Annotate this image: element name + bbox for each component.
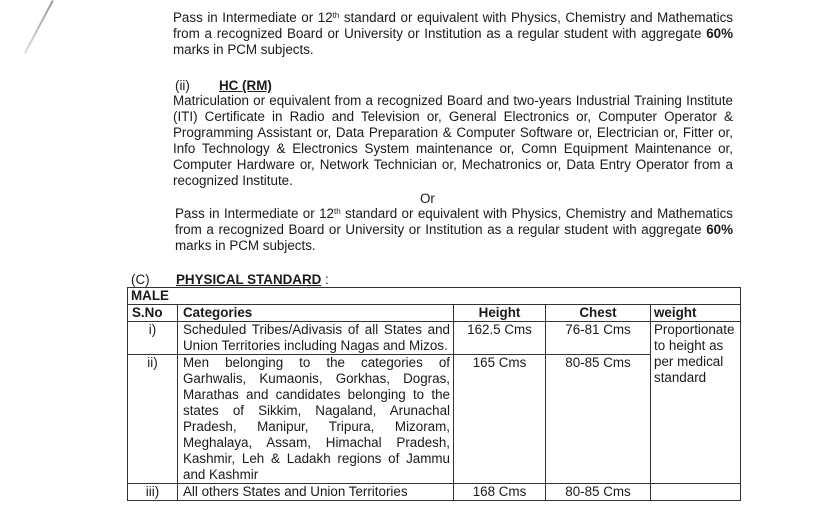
- table-row: [128, 322, 741, 355]
- header-categories: Categories: [178, 305, 454, 322]
- section-c-heading: (C) PHYSICAL STANDARD :: [131, 272, 329, 287]
- row-sno: ii): [128, 355, 178, 484]
- header-weight: weight: [651, 305, 741, 322]
- row-weight-empty: [651, 484, 741, 501]
- header-sno: S.No: [128, 305, 178, 322]
- section-ii-label: (ii): [175, 78, 190, 93]
- eligibility-paragraph-intermediate: Pass in Intermediate or 12th standard or equivalent with Physics, Chemistry and Mathematics from a recognized Board or University or Institution as a regular student with aggregate 60% marks in PCM subjects.: [173, 10, 733, 57]
- row-category: Men belonging to the categories of Garhwalis, Kumaonis, Gorkhas, Dogras, Marathas and candidates belonging to the states of Sikkim, Nagaland, Arunachal Pradesh, Manipur, Tripura, Mizoram, Meghalaya, Assam, Himachal Pradesh, Kashmir, Leh & Ladakh regions of Jammu and Kashmir: [178, 355, 454, 484]
- or-separator: Or: [420, 191, 435, 206]
- eligibility-paragraph-intermediate-alt: Pass in Intermediate or 12th standard or equivalent with Physics, Chemistry and Mathematics from a recognized Board or University or Institution as a regular student with aggregate 60% marks in PCM subjects.: [175, 206, 733, 253]
- row-chest: 80-85 Cms: [546, 484, 651, 501]
- group-label-male: MALE: [128, 288, 741, 305]
- weight-note: Proportionate to height as per medical standard: [651, 322, 741, 484]
- section-c-title: PHYSICAL STANDARD: [176, 272, 322, 287]
- row-height: 162.5 Cms: [454, 322, 546, 355]
- row-category: Scheduled Tribes/Adivasis of all States and Union Territories including Nagas and Mizos.: [178, 322, 454, 355]
- row-sno: i): [128, 322, 178, 355]
- table-row: [128, 484, 741, 501]
- row-height: 168 Cms: [454, 484, 546, 501]
- section-ii-title: HC (RM): [219, 78, 272, 93]
- eligibility-paragraph-iti: Matriculation or equivalent from a recognized Board and two-years Industrial Training Institute (ITI) Certificate in Radio and Television or, General Electronics or, Computer Operator & Programming Assistant or, Data Preparation & Computer Software or, Electrician or, Fitter or, Info Technology & Electronics System maintenance or, Comn Equipment Maintenance or, Computer Hardware or, Network Technician or, Mechatronics or, Data Entry Operator from a recognized Institute.: [173, 93, 733, 188]
- row-chest: 80-85 Cms: [546, 355, 651, 484]
- row-height: 165 Cms: [454, 355, 546, 484]
- header-height: Height: [454, 305, 546, 322]
- row-category: All others States and Union Territories: [178, 484, 454, 501]
- table-group-row: [128, 288, 741, 305]
- row-chest: 76-81 Cms: [546, 322, 651, 355]
- physical-standard-table: [127, 287, 741, 501]
- row-sno: iii): [128, 484, 178, 501]
- page-fold-mark: [24, 0, 54, 54]
- table-header-row: [128, 305, 741, 322]
- header-chest: Chest: [546, 305, 651, 322]
- table-row: [128, 355, 741, 484]
- section-c-label: (C): [131, 272, 150, 287]
- section-ii-heading: [175, 78, 272, 93]
